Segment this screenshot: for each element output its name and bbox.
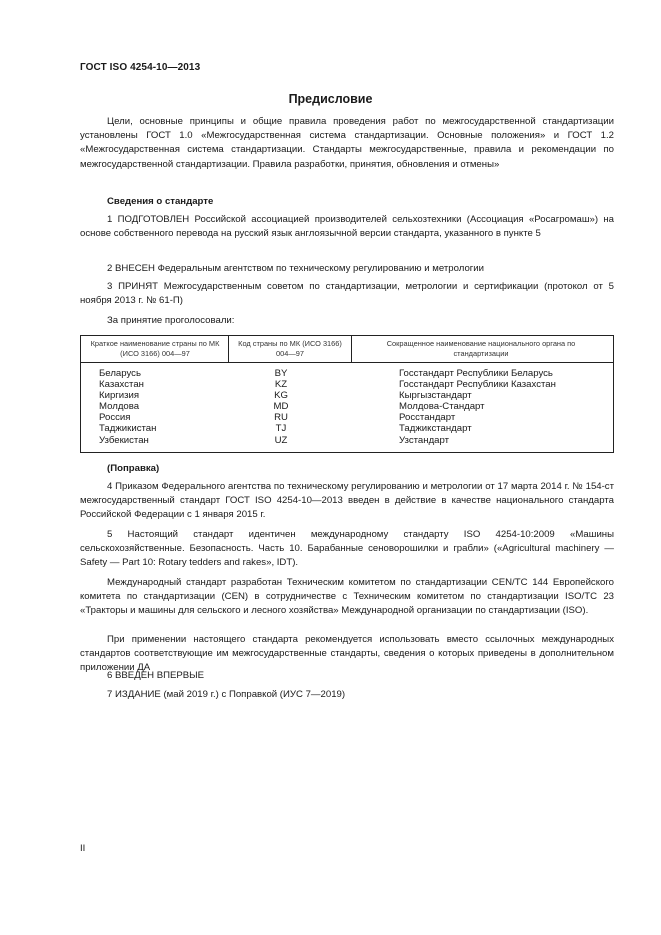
table-cell-country: Молдова (99, 401, 140, 413)
voting-table (80, 335, 614, 453)
table-divider (228, 336, 229, 362)
table-cell-code: UZ (274, 434, 288, 446)
table-cell-code: BY (274, 368, 288, 379)
table-cell-country: Казахстан (99, 379, 144, 391)
table-cell-country: Киргизия (99, 390, 140, 402)
page-number: II (80, 843, 86, 854)
table-column-body (399, 368, 611, 446)
item-3-paragraph: 3 ПРИНЯТ Межгосударственным советом по стандартизации, метрологии и сертификации (протокол от 5 ноября 2013 г. № 61-П) (80, 281, 614, 307)
item-4-paragraph: 4 Приказом Федерального агентства по техническому регулированию и метрологии от 17 марта 2014 г. № 154-ст межгосударственный стандарт ГОСТ ISO 4254-10—2013 введен в действие в качестве национального стандарта Российской Федерации с 1 января 2015 г. (80, 481, 614, 521)
voted-label: За принятие проголосовали: (107, 315, 235, 326)
item-2-paragraph: 2 ВНЕСЕН Федеральным агентством по техническому регулированию и метрологии (107, 263, 485, 274)
table-cell-country: Беларусь (99, 368, 141, 379)
item-5-note-paragraph: Международный стандарт разработан Техническим комитетом по стандартизации CEN/TC 144 Европейского комитета по стандартизации (CEN) в сотрудничестве с Техническим комитетом по стандартизации ISO/TC 23 «Тракторы и машины для сельского и лесного хозяйства» Международной организации по стандартизации (ISO). (80, 577, 614, 617)
table-header-rule (81, 362, 613, 363)
table-cell-body: Таджикстандарт (399, 423, 472, 435)
table-cell-country: Узбекистан (99, 434, 149, 446)
section-title: Сведения о стандарте (107, 196, 214, 207)
table-cell-country: Россия (99, 412, 131, 424)
item-7-paragraph: 7 ИЗДАНИЕ (май 2019 г.) с Поправкой (ИУС 7—2019) (107, 689, 346, 700)
table-cell-code: KZ (274, 379, 288, 391)
item-5-usage-paragraph: При применении настоящего стандарта рекомендуется использовать вместо ссылочных международных стандартов соответствующие им межгосударственные стандарты, сведения о которых приведены в дополнительном приложении ДА (80, 634, 614, 674)
table-cell-body: Молдова-Стандарт (399, 401, 485, 413)
amendment-label: (Поправка) (107, 463, 160, 474)
table-cell-code: RU (274, 412, 288, 424)
table-header-body: Сокращенное наименование национального органа по стандартизации (386, 339, 576, 358)
intro-paragraph: Цели, основные принципы и общие правила проведения работ по межгосударственной стандартизации установлены ГОСТ 1.0 «Межгосударственная система стандартизации. Основные положения» и ГОСТ 1.2 «Межгосударственная система стандартизации. Стандарты межгосударственные, правила и рекомендации по межгосударственной стандартизации. Правила разработки, принятия, обновления и отмены» (80, 116, 614, 170)
table-cell-code: KG (274, 390, 288, 402)
table-header-code: Код страны по МК (ИСО 3166) 004—97 (238, 339, 342, 358)
table-column-country (99, 368, 219, 446)
table-header-country: Краткое наименование страны по МК (ИСО 3166) 004—97 (90, 339, 220, 358)
item-6-paragraph: 6 ВВЕДЕН ВПЕРВЫЕ (107, 670, 205, 681)
table-cell-country: Таджикистан (99, 423, 157, 435)
item-1-paragraph: 1 ПОДГОТОВЛЕН Российской ассоциацией производителей сельхозтехники (Ассоциация «Росагромаш») на основе собственного перевода на русский язык англоязычной версии стандарта, указанного в пункте 5 (80, 214, 614, 240)
table-cell-body: Кыргызстандарт (399, 390, 472, 402)
table-cell-body: Госстандарт Республики Казахстан (399, 379, 556, 391)
table-divider (351, 336, 352, 362)
table-cell-body: Узстандарт (399, 434, 450, 446)
table-cell-body: Росстандарт (399, 412, 456, 424)
table-cell-code: TJ (275, 423, 287, 435)
table-cell-code: MD (273, 401, 289, 413)
page-title: Предисловие (288, 92, 373, 106)
table-cell-body: Госстандарт Республики Беларусь (399, 368, 553, 379)
item-5-paragraph: 5 Настоящий стандарт идентичен международному стандарту ISO 4254-10:2009 «Машины сельскохозяйственные. Безопасность. Часть 10. Барабанные сеноворошилки и грабли» («Agricultural machinery — Safety — Part 10: Rotary tedders and rakes», IDT). (80, 529, 614, 569)
document-header: ГОСТ ISO 4254-10—2013 (80, 62, 201, 73)
table-column-code (223, 368, 339, 446)
